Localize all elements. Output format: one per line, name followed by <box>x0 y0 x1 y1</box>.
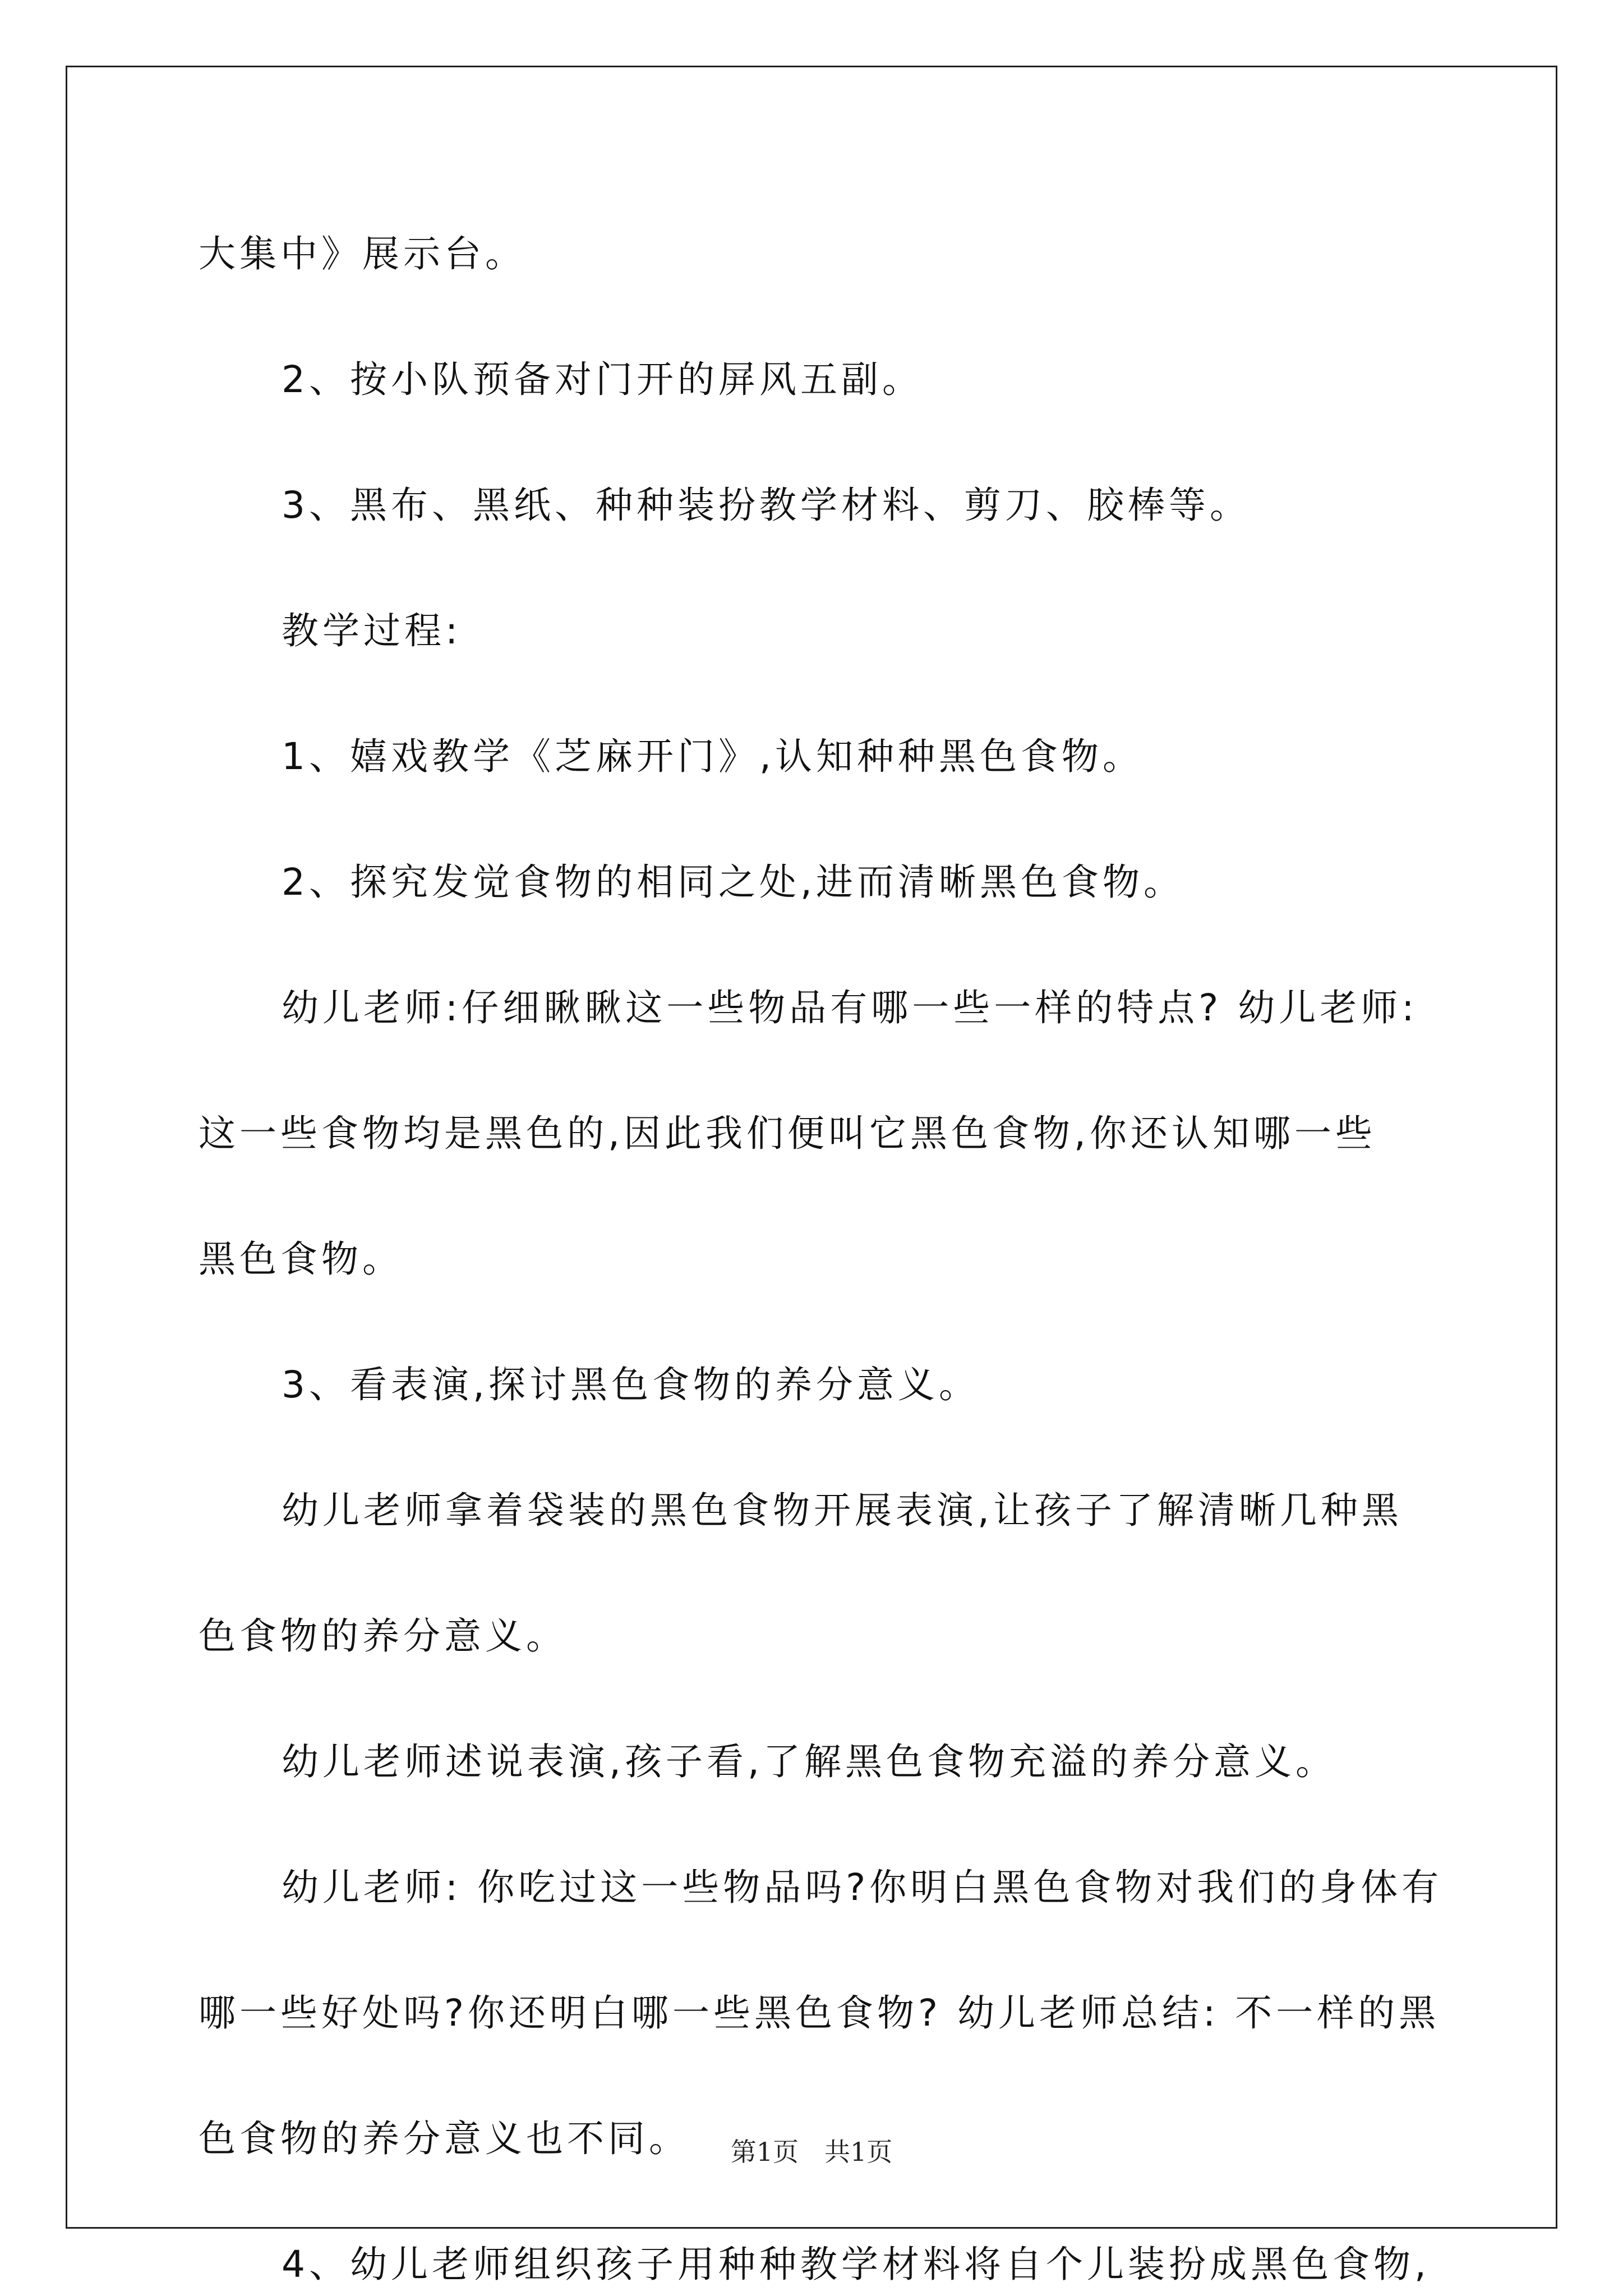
text-line: 大集中》展示台。 <box>199 232 526 275</box>
text-line: 幼儿老师拿着袋装的黑色食物开展表演,让孩子了解清晰几种黑 <box>282 1489 1403 1532</box>
text-line: 哪一些好处吗?你还明白哪一些黑色食物? 幼儿老师总结: 不一样的黑 <box>199 1991 1440 2035</box>
text-line: 3、黑布、黑纸、种种装扮教学材料、剪刀、胶棒等。 <box>282 484 1251 527</box>
text-line: 教学过程: <box>282 609 462 652</box>
text-line: 4、幼儿老师组织孩子用种种教学材料将自个儿装扮成黑色食物, <box>282 2243 1430 2286</box>
text-line: 色食物的养分意义也不同。 <box>199 2117 690 2160</box>
text-line: 色食物的养分意义。 <box>199 1614 567 1658</box>
text-line: 黑色食物。 <box>199 1237 403 1281</box>
text-line: 幼儿老师: 你吃过这一些物品吗?你明白黑色食物对我们的身体有 <box>282 1866 1443 1909</box>
text-line: 3、看表演,探讨黑色食物的养分意义。 <box>282 1363 980 1406</box>
page-number-total: 共1页 <box>824 2137 893 2167</box>
text-line: 这一些食物均是黑色的,因此我们便叫它黑色食物,你还认知哪一些 <box>199 1112 1376 1155</box>
text-line: 幼儿老师述说表演,孩子看,了解黑色食物充溢的养分意义。 <box>282 1740 1336 1783</box>
text-line: 2、探究发觉食物的相同之处,进而清晰黑色食物。 <box>282 861 1184 904</box>
page-number-current: 第1页 <box>730 2137 799 2167</box>
text-line: 2、按小队预备对门开的屏风五副。 <box>282 358 923 401</box>
text-line: 1、嬉戏教学《芝麻开门》,认知种种黑色食物。 <box>282 735 1144 778</box>
text-line: 幼儿老师:仔细瞅瞅这一些物品有哪一些一样的特点? 幼儿老师: <box>282 986 1418 1029</box>
page-footer <box>0 2132 1623 2169</box>
